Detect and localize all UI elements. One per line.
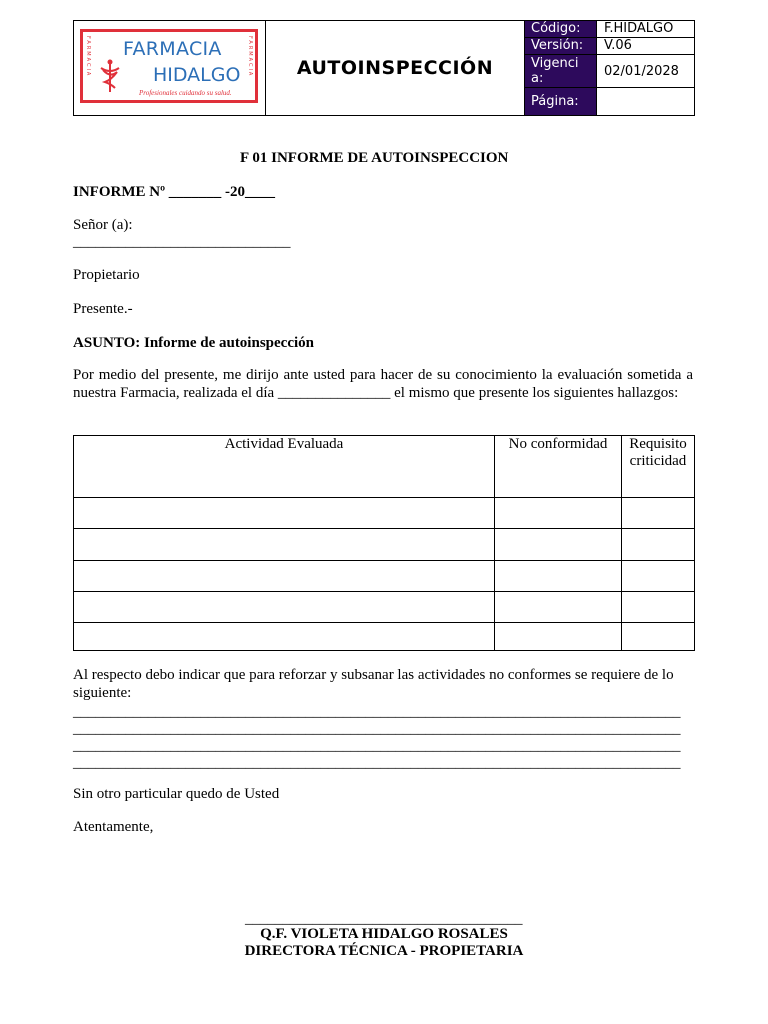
document-header	[73, 20, 695, 116]
table-header-requisito	[622, 436, 694, 470]
pharmacy-logo	[80, 29, 258, 103]
informe-number: INFORME Nº _______ -20____	[73, 184, 276, 200]
evaluation-table	[73, 435, 695, 651]
fill-line: _________________________________________________________________________________	[73, 704, 681, 720]
signature-line: _____________________________________	[245, 911, 523, 927]
fill-line: _________________________________________________________________________________	[73, 755, 681, 771]
meta-label-pagina: Página:	[525, 88, 597, 115]
signer-name: Q.F. VIOLETA HIDALGO ROSALES	[260, 926, 508, 942]
respecto-paragraph: Al respecto debo indicar que para reforzar y subsanar las actividades no conformes se requiere de lo siguiente:	[73, 667, 674, 701]
fill-line: _________________________________________________________________________________	[73, 738, 681, 754]
table-header-requisito-line1: Requisito	[629, 436, 687, 452]
table-header-no-conformidad: No conformidad	[508, 436, 608, 452]
table-row-divider	[74, 497, 694, 498]
logo-side-text-right: FARMACIA	[247, 36, 253, 78]
intro-paragraph: Por medio del presente, me dirijo ante usted para hacer de su conocimiento la evaluación sometida a nuestra Farmacia, realizada el día _______________ el mismo que presente los siguientes hallazgos:	[73, 367, 693, 401]
table-header-requisito-line2: criticidad	[629, 453, 687, 469]
meta-value-vigencia: 02/01/2028	[597, 55, 694, 88]
meta-label-vigencia-line2: a:	[531, 71, 544, 86]
senor-label: Señor (a):	[73, 217, 133, 233]
meta-value-codigo: F.HIDALGO	[597, 21, 694, 38]
asunto-line: ASUNTO: Informe de autoinspección	[73, 335, 314, 351]
logo-tagline: Profesionales cuidando su salud.	[139, 89, 232, 97]
table-row-divider	[74, 528, 694, 529]
table-row-divider	[74, 622, 694, 623]
caduceus-icon	[97, 58, 123, 94]
meta-label-vigencia	[525, 55, 597, 88]
document-title: AUTOINSPECCIÓN	[266, 21, 525, 115]
table-row-divider	[74, 591, 694, 592]
fill-line: _________________________________________________________________________________	[73, 721, 681, 737]
signer-role: DIRECTORA TÉCNICA - PROPIETARIA	[244, 943, 524, 959]
meta-value-pagina	[597, 88, 694, 115]
presente-label: Presente.-	[73, 301, 133, 317]
form-heading: F 01 INFORME DE AUTOINSPECCION	[240, 150, 509, 166]
meta-label-vigencia-line1: Vigenci	[531, 56, 579, 71]
table-col-divider	[494, 436, 495, 650]
logo-cell	[74, 21, 266, 115]
logo-word-farmacia: FARMACIA	[123, 38, 222, 60]
meta-label-version: Versión:	[525, 38, 597, 55]
logo-side-text-left: FARMACIA	[85, 36, 91, 78]
senor-blank-line: _____________________________	[73, 234, 291, 250]
closing-text: Sin otro particular quedo de Usted	[73, 786, 280, 802]
meta-label-codigo: Código:	[525, 21, 597, 38]
meta-value-version: V.06	[597, 38, 694, 55]
propietario-label: Propietario	[73, 267, 140, 283]
atentamente-text: Atentamente,	[73, 819, 154, 835]
logo-word-hidalgo: HIDALGO	[153, 64, 241, 86]
table-row-divider	[74, 560, 694, 561]
table-header-actividad: Actividad Evaluada	[224, 436, 344, 452]
